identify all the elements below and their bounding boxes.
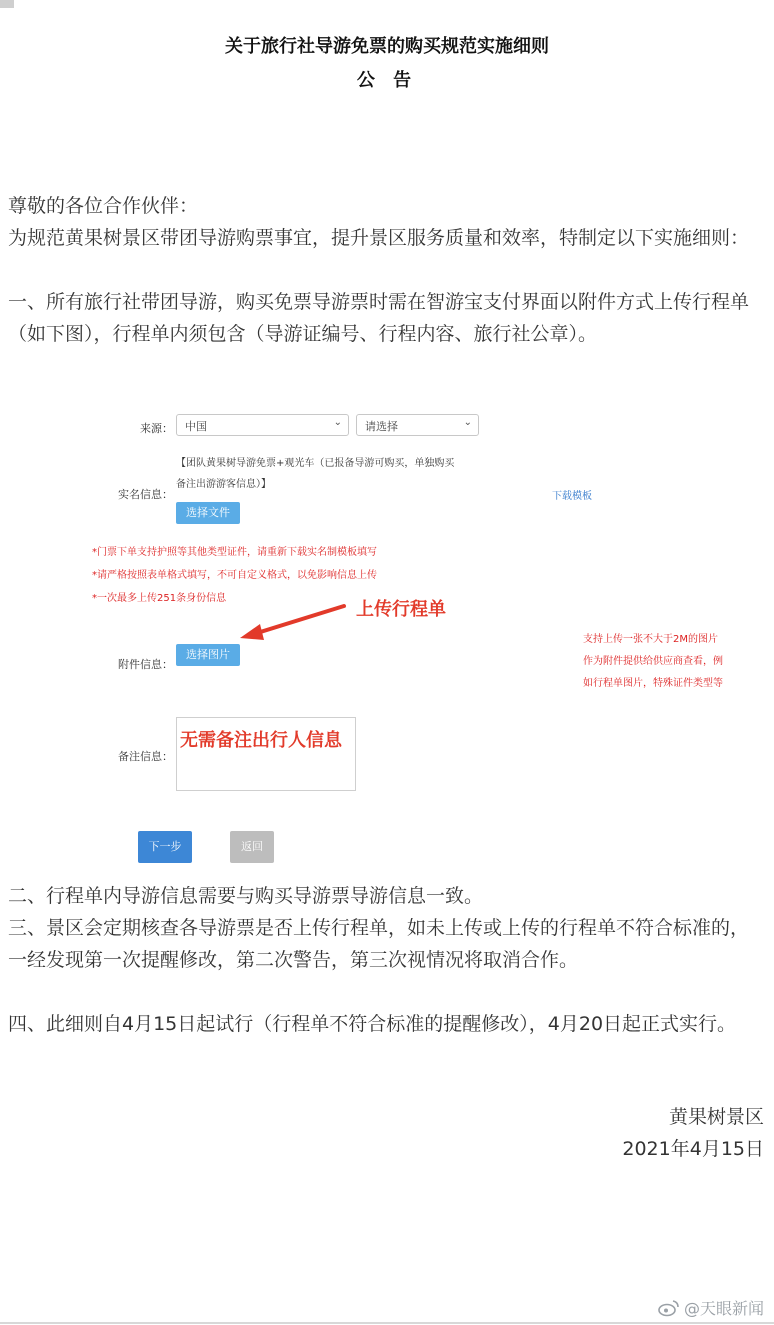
next-button[interactable]: 下一步 — [138, 831, 192, 863]
realname-label: 实名信息： — [118, 488, 173, 501]
choose-image-button[interactable]: 选择图片 — [176, 644, 240, 666]
signature-org: 黄果树景区 — [668, 1106, 764, 1128]
choose-file-button[interactable]: 选择文件 — [176, 502, 240, 524]
product-note-line1: 【团队黄果树导游免票+观光车（已报备导游可购买，单独购买 — [176, 458, 455, 469]
download-template-link[interactable]: 下载模板 — [552, 491, 592, 502]
source-select-2[interactable] — [356, 414, 479, 436]
red-note-2: *请严格按照表单格式填写，不可自定义格式，以免影响信息上传 — [92, 570, 377, 581]
source-select-value: 中国 — [185, 420, 207, 433]
corner-mark — [0, 0, 14, 8]
product-note — [176, 453, 506, 495]
source-label: 来源： — [140, 422, 173, 435]
red-note-1: *门票下单支持护照等其他类型证件，请重新下载实名制模板填写 — [92, 547, 377, 558]
remark-callout: 无需备注出行人信息 — [180, 730, 342, 751]
red-note-3: *一次最多上传251条身份信息 — [92, 593, 227, 604]
watermark — [658, 1296, 764, 1319]
source-select[interactable] — [176, 414, 349, 436]
greeting: 尊敬的各位合作伙伴： — [8, 195, 199, 217]
attachment-label: 附件信息： — [118, 658, 173, 671]
tip-line-1: 支持上传一张不大于2M的图片 — [583, 634, 718, 645]
page-title: 关于旅行社导游免票的购买规范实施细则 — [225, 36, 549, 57]
rule-item-3: 三、景区会定期核查各导游票是否上传行程单，如未上传或上传的行程单不符合标准的，一经发现第一次提醒修改，第二次警告，第三次视情况将取消合作。 — [8, 917, 750, 971]
page-subtitle: 公 告 — [356, 70, 418, 91]
tip-line-3: 如行程单图片，特殊证件类型等 — [583, 678, 723, 689]
product-note-line2: 备注出游游客信息）】 — [176, 479, 271, 490]
weibo-icon — [658, 1299, 680, 1317]
upload-tip — [583, 629, 753, 695]
source-select-2-value: 请选择 — [365, 420, 398, 433]
rule-item-2: 二、行程单内导游信息需要与购买导游票导游信息一致。 — [8, 885, 484, 907]
chevron-down-icon: ⌄ — [463, 417, 472, 428]
watermark-text: @天眼新闻 — [683, 1299, 764, 1318]
intro-paragraph: 为规范黄果树景区带团导游购票事宜，提升景区服务质量和效率，特制定以下实施细则： — [8, 227, 750, 249]
signature-date: 2021年4月15日 — [622, 1138, 764, 1160]
upload-callout: 上传行程单 — [356, 599, 446, 620]
remark-label: 备注信息： — [118, 750, 173, 763]
red-arrow-icon — [240, 600, 350, 645]
tip-line-2: 作为附件提供给供应商查看，例 — [583, 656, 723, 667]
chevron-down-icon: ⌄ — [333, 417, 342, 428]
back-button[interactable]: 返回 — [230, 831, 274, 863]
rule-item-4: 四、此细则自4月15日起试行（行程单不符合标准的提醒修改），4月20日起正式实行。 — [8, 1013, 737, 1035]
rule-item-1: 一、所有旅行社带团导游，购买免票导游票时需在智游宝支付界面以附件方式上传行程单（如下图），行程单内须包含（导游证编号、行程内容、旅行社公章）。 — [8, 291, 750, 345]
bottom-divider — [0, 1322, 774, 1324]
